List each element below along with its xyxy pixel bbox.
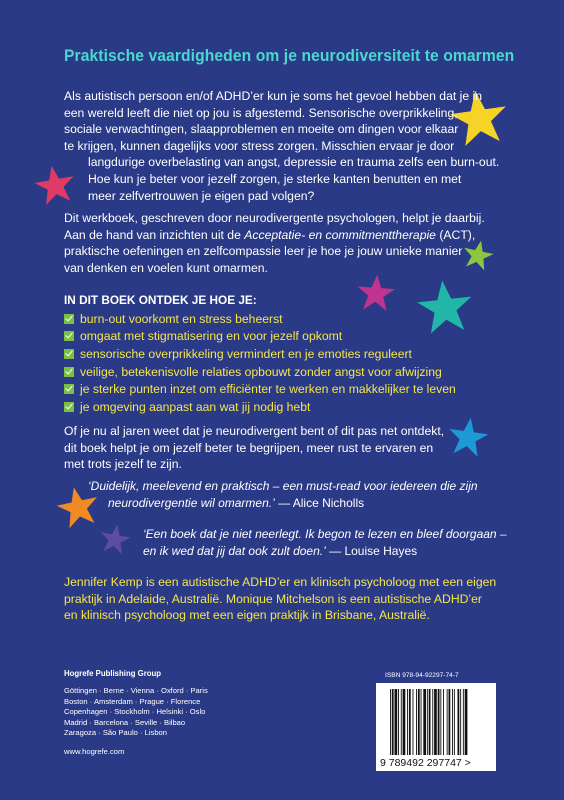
- publisher-cities: Boston · Amsterdam · Prague · Florence: [64, 696, 201, 706]
- page-title: Praktische vaardigheden om je neurodiversiteit te omarmen: [64, 46, 515, 65]
- barcode-bar: [458, 689, 460, 755]
- intro-line: langdurige overbelasting van angst, depressie en trauma zelfs een burn-out.: [88, 155, 500, 170]
- quote-line: ‘Een boek dat je niet neerlegt. Ik begon te lezen en bleef doorgaan –: [143, 527, 507, 541]
- barcode-bar: [409, 689, 411, 755]
- workbook-line: Dit werkboek, geschreven door neurodivergente psychologen, helpt je daarbij.: [64, 211, 485, 225]
- barcode-bar: [407, 689, 408, 755]
- list-item-text: sensorische overprikkeling vermindert en je emoties reguleert: [80, 346, 412, 361]
- publisher-cities: Zaragoza · São Paulo · Lisbon: [64, 728, 167, 738]
- list-item-text: je omgeving aanpast aan wat jij nodig hebt: [80, 399, 311, 414]
- checkbox-icon: [64, 331, 74, 341]
- intro-line: een wereld leeft die niet op jou is afgestemd. Sensorische overprikkeling,: [64, 105, 458, 120]
- workbook-line: van denken en voelen kunt omarmen.: [64, 260, 268, 275]
- list-item-text: burn-out voorkomt en stress beheerst: [80, 311, 283, 326]
- checkbox-icon: [64, 367, 74, 377]
- publisher-block: [64, 669, 208, 756]
- barcode-digits: 9 789492 297747 >: [380, 757, 471, 769]
- bio-line: Jennifer Kemp is een autistische ADHD’er en klinisch psycholoog met een eigen: [64, 575, 497, 589]
- barcode-bar: [421, 689, 422, 755]
- list-item-text: je sterke punten inzet om efficiënter te werken en makkelijker te leven: [80, 382, 456, 397]
- barcode-bar: [463, 689, 464, 755]
- list-item: [64, 398, 456, 416]
- author-bio: [64, 574, 496, 624]
- quote-line: [143, 543, 507, 560]
- bio-line: en klinisch psycholoog met een eigen praktijk in Brisbane, Australië.: [64, 608, 430, 623]
- workbook-text: Aan de hand van inzichten uit de: [64, 227, 245, 242]
- isbn-number: ISBN 978-94-92297-74-7: [385, 672, 459, 679]
- barcode-bar: [465, 689, 468, 755]
- closing-line: dit boek helpt je om jezelf beter te begrijpen, meer rust te ervaren en: [64, 440, 434, 455]
- barcode-bar: [416, 689, 417, 755]
- barcode-bar: [398, 689, 399, 755]
- list-item: [64, 345, 456, 363]
- list-item-text: omgaat met stigmatisering en voor jezelf opkomt: [80, 329, 343, 344]
- checkbox-icon: [64, 402, 74, 412]
- barcode-bar: [427, 689, 428, 755]
- workbook-paragraph: [64, 210, 494, 276]
- barcode-bar: [423, 689, 426, 755]
- publisher-cities: Madrid · Barcelona · Seville · Bilbao: [64, 717, 186, 727]
- quote-line: ‘Duidelijk, meelevend en praktisch – een must-read voor iedereen die zijn: [88, 479, 478, 493]
- barcode-bar: [390, 689, 391, 755]
- review-quote-1: [88, 478, 478, 511]
- intro-line: meer zelfvertrouwen je eigen pad volgen?: [88, 188, 315, 203]
- intro-line: Hoe kun je beter voor jezelf zorgen, je sterke kanten benutten en met: [88, 171, 462, 186]
- review-quote-2: [143, 526, 507, 559]
- list-heading: IN DIT BOEK ONTDEK JE HOE JE:: [64, 293, 257, 307]
- barcode-bar: [443, 689, 444, 755]
- barcode-bar: [413, 689, 414, 755]
- closing-line: Of je nu al jaren weet dat je neurodivergent bent of dit pas net ontdekt,: [64, 424, 445, 438]
- closing-line: met trots jezelf te zijn.: [64, 457, 182, 472]
- barcode-bar: [403, 689, 406, 755]
- barcode-bar: [447, 689, 448, 755]
- intro-line: Als autistisch persoon en/of ADHD’er kun je soms het gevoel hebben dat je in: [64, 89, 482, 103]
- barcode-bar: [438, 689, 440, 755]
- checkbox-icon: [64, 314, 74, 324]
- barcode-bar: [418, 689, 420, 755]
- quote-text: neurodivergentie wil omarmen.’: [108, 495, 275, 510]
- barcode-bar: [432, 689, 433, 755]
- barcode-bar: [434, 689, 437, 755]
- list-item-text: veilige, betekenisvolle relaties opbouwt zonder angst voor afwijzing: [80, 364, 442, 379]
- intro-line: sociale verwachtingen, slaapproblemen en moeite om dingen voor elkaar: [64, 122, 459, 137]
- quote-line: [88, 495, 478, 512]
- workbook-line: [64, 227, 494, 244]
- barcode-bar: [401, 689, 402, 755]
- quote-author: — Alice Nicholls: [274, 495, 365, 510]
- list-item: [64, 363, 456, 381]
- barcode-bar: [392, 689, 394, 755]
- publisher-cities: Copenhagen · Stockholm · Helsinki · Oslo: [64, 707, 206, 717]
- checkbox-icon: [64, 384, 74, 394]
- magenta-star-icon: [355, 273, 397, 313]
- intro-line: te krijgen, kunnen dagelijks voor stress zorgen. Misschien ervaar je door: [64, 138, 455, 153]
- act-term: Acceptatie- en commitmenttherapie: [244, 227, 436, 242]
- barcode-bar: [440, 689, 441, 755]
- barcode-bar: [429, 689, 431, 755]
- bio-line: praktijk in Adelaide, Australië. Monique Mitchelson is een autistische ADHD’er: [64, 591, 482, 606]
- barcode-bar: [460, 689, 461, 755]
- publisher-url[interactable]: www.hogrefe.com: [64, 746, 125, 756]
- publisher-name: Hogrefe Publishing Group: [64, 669, 162, 678]
- barcode-bar: [449, 689, 451, 755]
- barcode-bar: [395, 689, 398, 755]
- intro-paragraph: [64, 88, 500, 204]
- publisher-cities: Göttingen · Berne · Vienna · Oxford · Paris: [64, 686, 208, 695]
- barcode-bar: [454, 689, 455, 755]
- closing-paragraph: [64, 423, 494, 473]
- quote-author: — Louise Hayes: [325, 543, 418, 558]
- list-item: [64, 380, 456, 398]
- purple-star-icon: [98, 523, 132, 555]
- isbn-barcode: [376, 683, 496, 771]
- list-item: [64, 310, 456, 328]
- barcode-bar: [452, 689, 453, 755]
- checkbox-icon: [64, 349, 74, 359]
- workbook-text: (ACT),: [435, 227, 476, 242]
- quote-text: en ik wed dat jij dat ook zult doen.’: [143, 543, 326, 558]
- benefit-list: [64, 310, 456, 416]
- list-item: [64, 328, 456, 346]
- workbook-line: praktische oefeningen en zelfcompassie leer je hoe je jouw unieke manier: [64, 244, 463, 259]
